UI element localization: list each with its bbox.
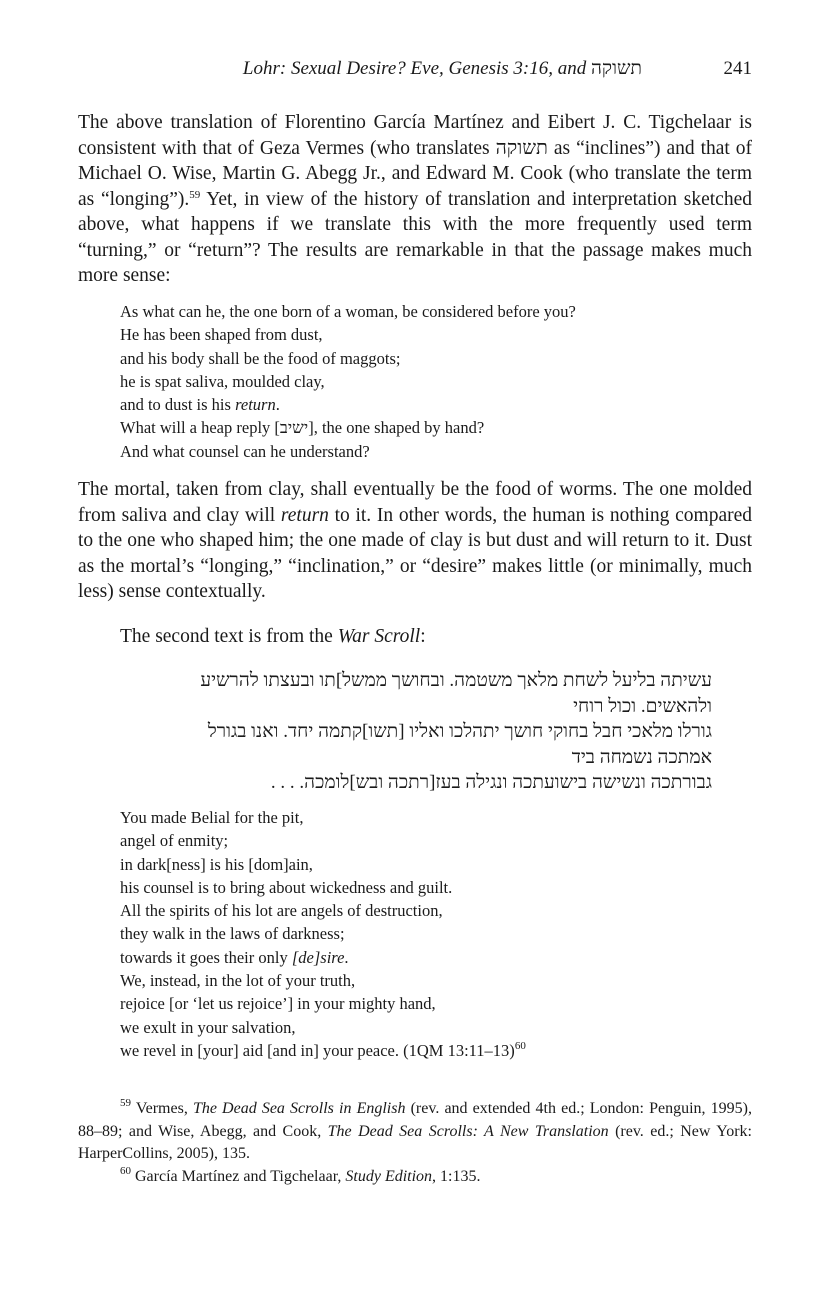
footnote-book-title: Study Edition — [345, 1167, 433, 1185]
quote-line — [120, 1039, 720, 1062]
quote-text: towards it goes their only — [120, 947, 292, 967]
quote-line: he is spat saliva, moulded clay, — [120, 371, 325, 391]
paragraph-mortal-commentary — [78, 477, 752, 605]
footnote-text: , 1:135. — [432, 1167, 481, 1185]
paragraph-translation-comparison — [78, 110, 752, 289]
quote-line: You made Belial for the pit, — [120, 808, 304, 827]
para2-text-a: The mortal, taken from clay, shall eventually be the food of worms. The one molded from saliva and clay will — [78, 479, 752, 526]
block-quote-war-scroll — [120, 806, 720, 1062]
hebrew-line: גבורתכה ונשישה בישועתכה ונגילה בעז[רתכה ובש]לומכה. . . . — [270, 772, 712, 794]
footnotes — [78, 1098, 752, 1188]
hebrew-line: גורלו מלאכי חבל בחוקי חושך יתהלכו ואליו [תשו]קתמה יחד. ואנו בגורל — [207, 721, 712, 743]
quote-hebrew-word: ישיב — [279, 418, 309, 438]
quote-line — [120, 393, 720, 416]
quote-line: He has been shaped from dust, — [120, 325, 323, 345]
footnote-number: 60 — [120, 1164, 131, 1177]
quote-text: . — [275, 395, 280, 415]
para2-emphasis: return — [280, 504, 329, 526]
footnote-book-title: The Dead Sea Scrolls in English — [192, 1100, 406, 1117]
para3-text-b: : — [420, 626, 426, 647]
quote-line: All the spirits of his lot are angels of destruction, — [120, 901, 443, 921]
running-title-text: Lohr: Sexual Desire? Eve, Genesis 3:16, and — [242, 58, 587, 79]
hebrew-line: עשיתה בליעל לשחת מלאך משטמה. ובחושך ממשל]תו ובעצתו להרשיע — [200, 670, 712, 691]
quote-text: ], the one shaped by hand? — [308, 418, 485, 438]
footnote-text: (rev. and extended 4th ed.; London: Penguin, 1995), 88–89; and Wise, Abegg, and Cook, — [78, 1100, 752, 1140]
quote-line: We, instead, in the lot of your truth, — [120, 971, 356, 991]
quote-line: And what counsel can he understand? — [120, 441, 370, 461]
quote-text: . — [344, 947, 349, 967]
quote-line: As what can he, the one born of a woman, be considered before you? — [120, 302, 576, 321]
quote-line: rejoice [or ‘let us rejoice’] in your mighty hand, — [120, 994, 436, 1014]
footnote-book-title: The Dead Sea Scrolls: A New Translation — [327, 1122, 609, 1140]
quote-line: angel of enmity; — [120, 831, 229, 851]
footnote-ref-59[interactable]: 59 — [189, 188, 201, 201]
para3-text-a: The second text is from the — [120, 626, 338, 647]
quote-line: we exult in your salvation, — [120, 1017, 296, 1037]
quote-line: they walk in the laws of darkness; — [120, 924, 345, 944]
para1-hebrew-term: תשוקה — [495, 137, 548, 159]
footnote-text: Vermes, — [131, 1100, 193, 1117]
quote-text: and to dust is his — [120, 395, 236, 415]
quote-line: in dark[ness] is his [dom]ain, — [120, 854, 313, 874]
hebrew-line: אמתכה נשמחה ביד — [571, 746, 712, 768]
page-number: 241 — [723, 58, 752, 79]
footnote-59 — [78, 1098, 752, 1166]
quote-emphasis: [de]sire — [291, 947, 345, 967]
quote-line — [120, 416, 720, 439]
para1-text-b: as “inclines”) and that of Michael O. Wise, Martin G. Abegg Jr., and Edward M. Cook (who translate the term as “longing”). — [78, 137, 752, 210]
footnote-text: García Martínez and Tigchelaar, — [131, 1167, 346, 1185]
para1-text-c: Yet, in view of the history of translation and interpretation sketched above, what happens if we translate this with the more frequently used term “turning,” or “return”? The results are remarkable in that the passage makes much more sense: — [78, 188, 752, 286]
footnote-number: 59 — [120, 1097, 131, 1109]
footnote-text: (rev. ed.; New York: HarperCollins, 2005), 135. — [78, 1122, 753, 1162]
paragraph-war-scroll-intro — [78, 624, 752, 650]
footnote-ref-60[interactable]: 60 — [514, 1039, 526, 1052]
quote-line: and his body shall be the food of maggots; — [120, 348, 401, 368]
hebrew-quotation — [150, 668, 712, 796]
quote-text: we revel in [your] aid [and in] your peace. (1QM 13:11–13) — [120, 1040, 515, 1060]
quote-text: What will a heap reply [ — [120, 418, 280, 438]
footnote-60 — [78, 1166, 752, 1189]
para1-text-a: The above translation of Florentino García Martínez and Eibert J. C. Tigchelaar is consistent with that of Geza Vermes (who translates — [78, 112, 752, 159]
quote-emphasis: return — [235, 395, 276, 415]
block-quote-hodayot — [120, 300, 720, 463]
hebrew-line: ולהאשים. וכול רוחי — [573, 695, 712, 717]
para2-text-b: to it. In other words, the human is nothing compared to the one who shaped him; the one made of clay is but dust and will return to it. Dust as the mortal’s “longing,” “inclination,” or “desire” makes little (or minimally, much less) sense contextually. — [78, 504, 753, 602]
running-title — [243, 58, 642, 80]
quote-line — [120, 946, 720, 969]
work-title-war-scroll: War Scroll — [337, 626, 421, 647]
running-title-hebrew: תשוקה — [591, 58, 642, 79]
quote-line: his counsel is to bring about wickedness and guilt. — [120, 877, 453, 897]
